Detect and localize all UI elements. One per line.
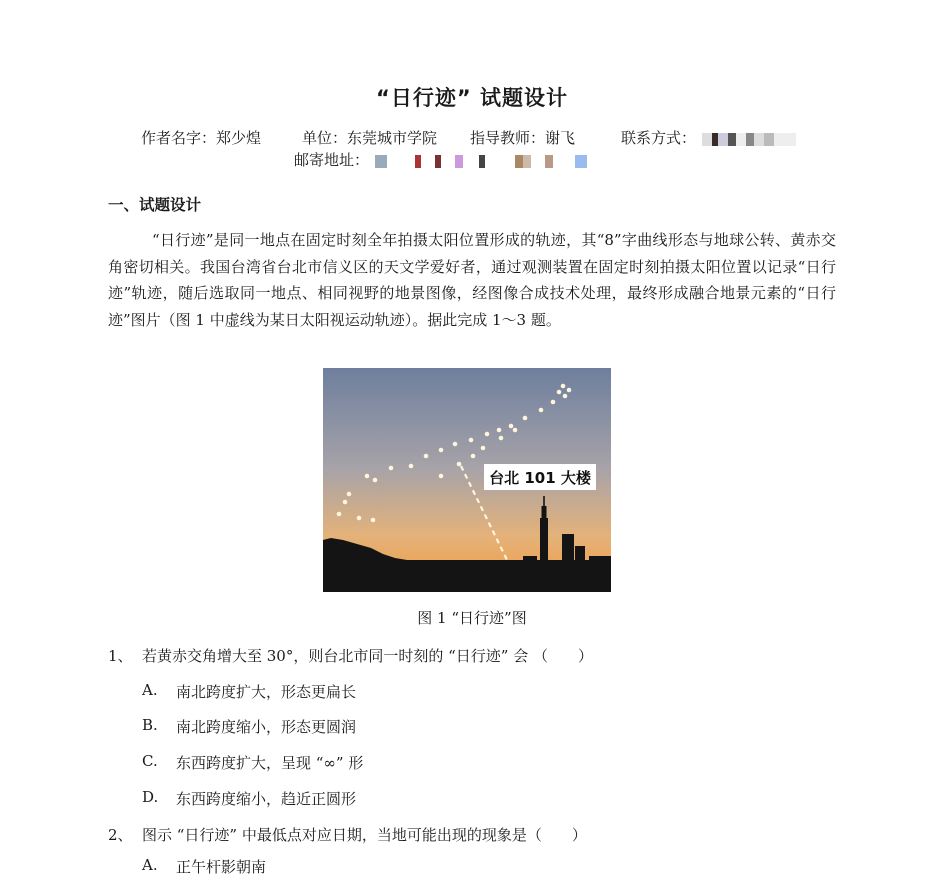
intro-paragraph [108,227,836,333]
option-letter: A. [142,856,158,874]
option-text: 南北跨度扩大，形态更扁长 [176,683,357,701]
question-2-number: 2、 [108,826,133,844]
document-title: “日行迹” 试题设计 [376,86,568,110]
advisor-name: 指导教师：谢飞 [470,129,576,147]
analemma-photo [323,368,611,592]
option-text: 东西跨度扩大，呈现 “∞” 形 [176,754,364,772]
option-letter: D. [142,788,159,806]
question-1-text: 若黄赤交角增大至 30°，则台北市同一时刻的 “日行迹” 会 （ ） [142,647,593,665]
redaction-block [375,155,635,168]
figure-label: 台北 101 大楼 [489,469,591,487]
option-text: 南北跨度缩小，形态更圆润 [176,718,357,736]
contact-info [621,127,796,148]
figure-caption: 图 1 “日行迹”图 [417,609,527,627]
question-2-text: 图示 “日行迹” 中最低点对应日期，当地可能出现的现象是（ ） [142,826,587,844]
address-label: 邮寄地址： [294,151,370,169]
option-text: 正午杆影朝南 [176,858,267,876]
contact-label: 联系方式： [621,129,697,147]
question-1-number: 1、 [108,647,133,665]
paragraph-text: “日行迹”是同一地点在固定时刻全年拍摄太阳位置形成的轨迹，其“8”字曲线形态与地球公转、黄赤交角密切相关。我国台湾省台北市信义区的天文学爱好者，通过观测装置在固定时刻拍摄太阳位置以记录“日行迹”轨迹，随后选取同一地点、相同视野的地景图像，经图像合成技术处理，最终形成融合地景元素的“日行迹”图片（图 1 中虚线为某日太阳视运动轨迹）。据此完成 1～3 题。 [108,231,836,329]
author-name: 作者名字：郑少煌 [141,129,262,147]
section-heading: 一、试题设计 [108,196,202,214]
mailing-address [294,149,635,170]
option-letter: A. [142,681,158,699]
option-text: 东西跨度缩小，趋近正圆形 [176,790,357,808]
analemma-photo-svg [323,368,611,592]
option-letter: C. [142,752,158,770]
redaction-block [702,133,796,146]
author-unit: 单位：东莞城市学院 [302,129,438,147]
option-letter: B. [142,716,158,734]
